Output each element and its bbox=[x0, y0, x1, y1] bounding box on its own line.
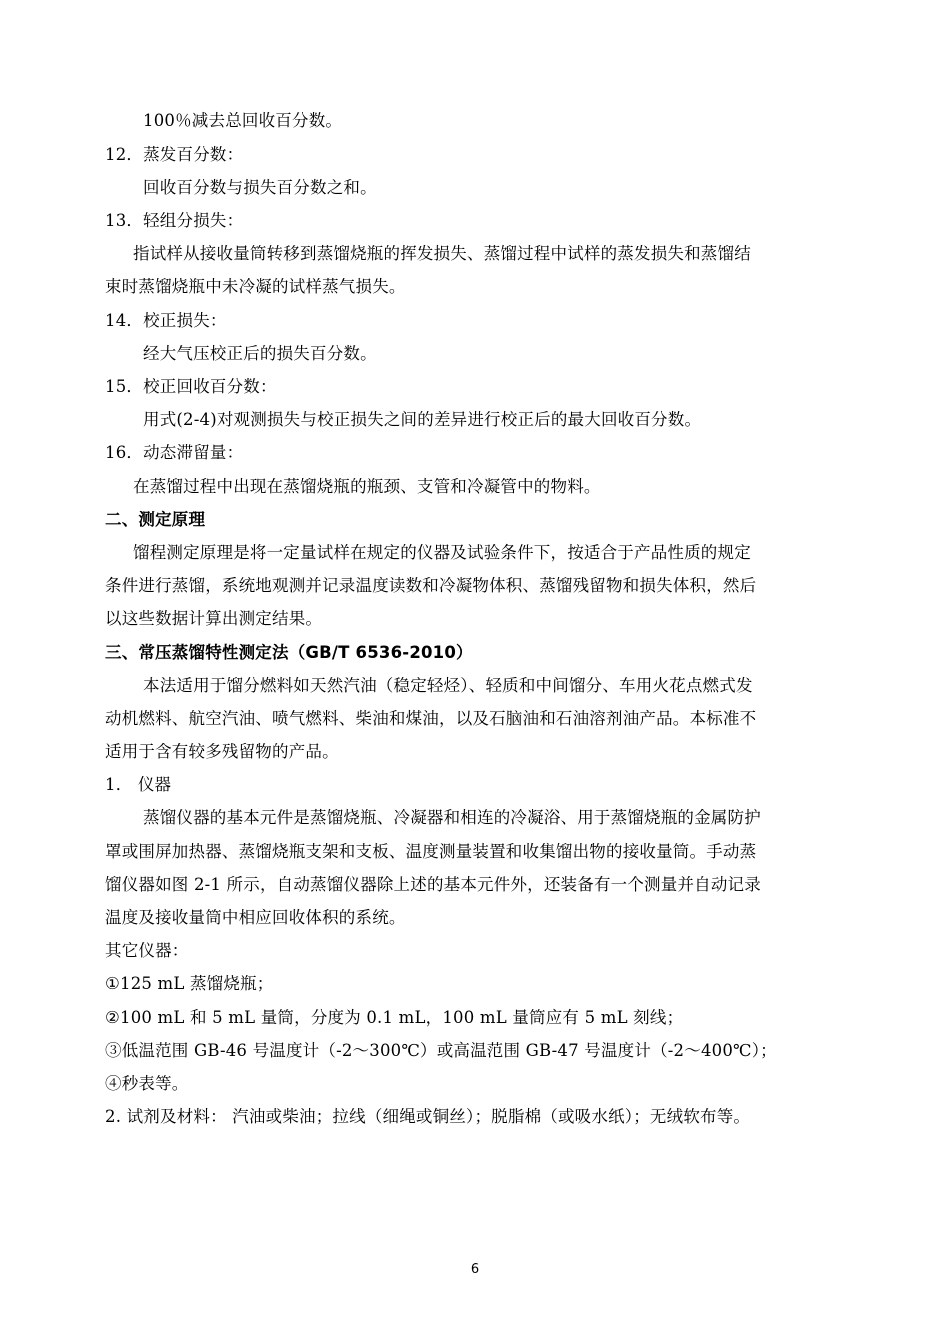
list-item: ④秒表等。 bbox=[105, 1074, 189, 1093]
text-line: 馏程测定原理是将一定量试样在规定的仪器及试验条件下，按适合于产品性质的规定 bbox=[133, 543, 751, 562]
list-item-heading: 14．校正损失： bbox=[105, 311, 227, 330]
text-line: 适用于含有较多残留物的产品。 bbox=[105, 742, 339, 761]
list-item-heading: 1． 仪器 bbox=[105, 775, 172, 794]
list-item: ①125 mL 蒸馏烧瓶； bbox=[105, 974, 274, 993]
section-heading: 二、测定原理 bbox=[105, 510, 206, 529]
text-line: 在蒸馏过程中出现在蒸馏烧瓶的瓶颈、支管和冷凝管中的物料。 bbox=[133, 477, 601, 496]
text-line: 其它仪器： bbox=[105, 941, 189, 960]
text-line: 回收百分数与损失百分数之和。 bbox=[143, 178, 377, 197]
list-item-heading: 15．校正回收百分数： bbox=[105, 377, 277, 396]
list-item: ③低温范围 GB-46 号温度计（-2～300℃）或高温范围 GB-47 号温度计（-2～400℃）； bbox=[105, 1041, 777, 1060]
text-line: 束时蒸馏烧瓶中未冷凝的试样蒸气损失。 bbox=[105, 277, 406, 296]
text-line: 动机燃料、航空汽油、喷气燃料、柴油和煤油，以及石脑油和石油溶剂油产品。本标准不 bbox=[105, 709, 757, 728]
text-line: 罩或围屏加热器、蒸馏烧瓶支架和支板、温度测量装置和收集馏出物的接收量筒。手动蒸 bbox=[105, 842, 757, 861]
list-item-heading: 13．轻组分损失： bbox=[105, 211, 244, 230]
text-line: 温度及接收量筒中相应回收体积的系统。 bbox=[105, 908, 406, 927]
text-line: 100％减去总回收百分数。 bbox=[143, 111, 343, 130]
text-line: 以这些数据计算出测定结果。 bbox=[105, 609, 323, 628]
text-line: 经大气压校正后的损失百分数。 bbox=[143, 344, 377, 363]
text-line: 馏仪器如图 2-1 所示，自动蒸馏仪器除上述的基本元件外，还装备有一个测量并自动记录 bbox=[105, 875, 761, 894]
text-line: 本法适用于馏分燃料如天然汽油（稳定轻烃）、轻质和中间馏分、车用火花点燃式发 bbox=[143, 676, 753, 695]
section-heading: 三、常压蒸馏特性测定法（GB/T 6536-2010） bbox=[105, 643, 473, 662]
list-item-heading: 2. 试剂及材料： 汽油或柴油；拉线（细绳或铜丝）；脱脂棉（或吸水纸）；无绒软布等。 bbox=[105, 1107, 751, 1126]
list-item-heading: 12．蒸发百分数： bbox=[105, 145, 244, 164]
text-line: 指试样从接收量筒转移到蒸馏烧瓶的挥发损失、蒸馏过程中试样的蒸发损失和蒸馏结 bbox=[133, 244, 751, 263]
text-line: 用式(2-4)对观测损失与校正损失之间的差异进行校正后的最大回收百分数。 bbox=[143, 410, 702, 429]
page-number: 6 bbox=[470, 1262, 480, 1277]
text-line: 蒸馏仪器的基本元件是蒸馏烧瓶、冷凝器和相连的冷凝浴、用于蒸馏烧瓶的金属防护 bbox=[143, 808, 761, 827]
list-item: ②100 mL 和 5 mL 量筒，分度为 0.1 mL，100 mL 量筒应有 5 mL 刻线； bbox=[105, 1008, 684, 1027]
list-item-heading: 16．动态滞留量： bbox=[105, 443, 244, 462]
text-line: 条件进行蒸馏，系统地观测并记录温度读数和冷凝物体积、蒸馏残留物和损失体积，然后 bbox=[105, 576, 757, 595]
